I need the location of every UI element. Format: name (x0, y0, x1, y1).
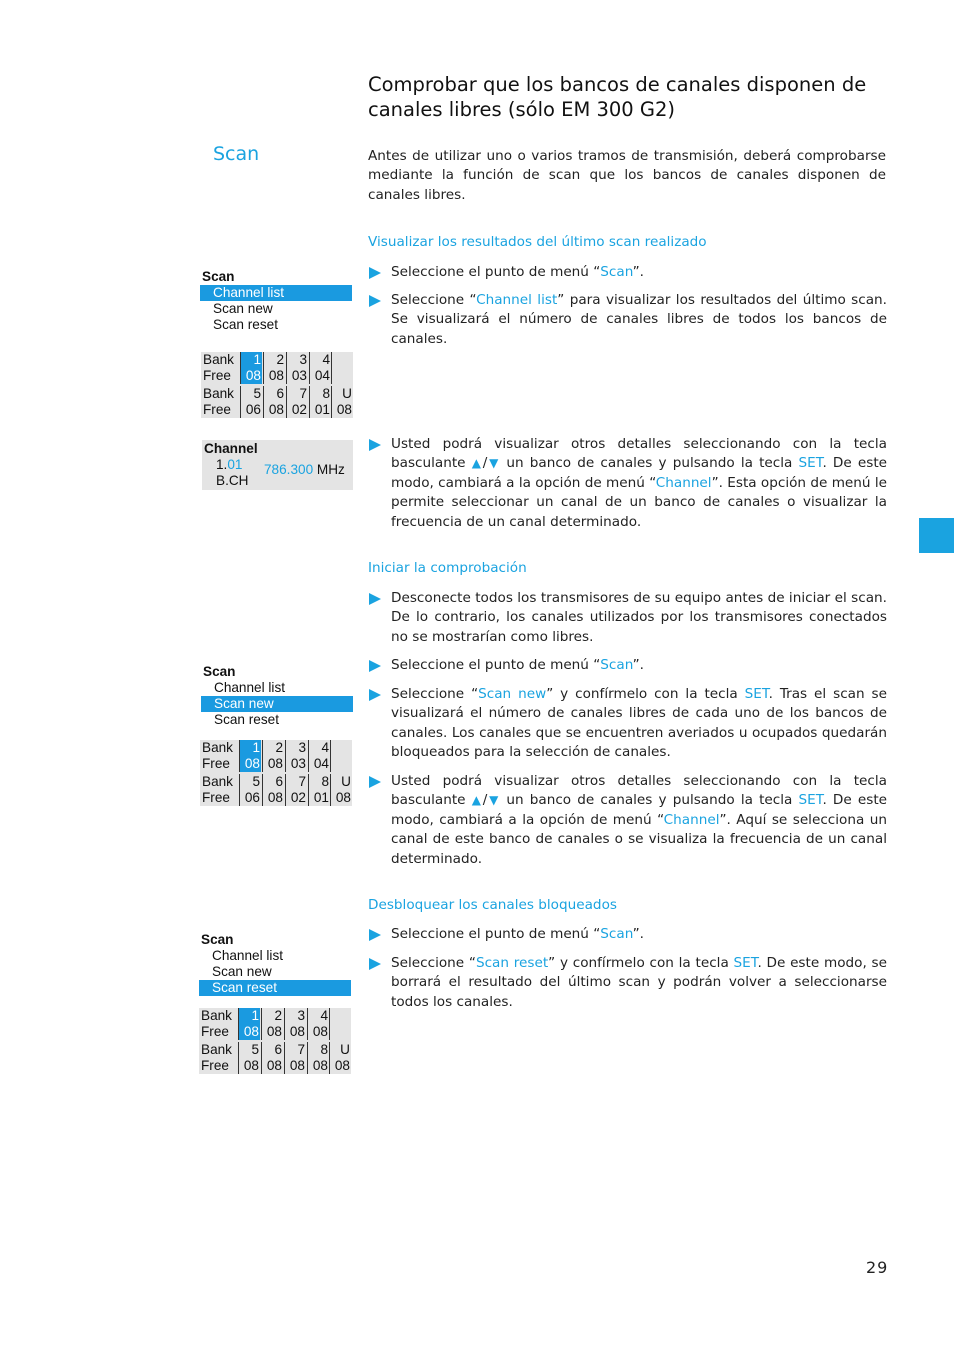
grid-divider (284, 1008, 285, 1040)
keyword-scan-reset: Scan reset (475, 955, 549, 971)
side-title: Scan (213, 143, 260, 165)
keyword-set: SET (744, 686, 769, 702)
grid-divider (329, 1042, 330, 1074)
bank-number: 2 (276, 352, 284, 367)
free-count: 06 (245, 402, 261, 417)
intro-paragraph: Antes de utilizar uno o varios tramos de transmisión, deberá comprobarse mediante la función de scan que los bancos de canales disponen de canales libres. (368, 148, 886, 203)
free-count: 08 (268, 402, 284, 417)
bank-grid-3 (199, 1008, 351, 1074)
menu-item-channel-list: Channel list (200, 285, 352, 301)
bank-number: 5 (251, 1042, 259, 1057)
section3-heading: Desbloquear los canales bloqueados (368, 897, 617, 913)
bullet-arrow-icon (369, 660, 381, 672)
menu-item-channel-list: Channel list (214, 680, 286, 695)
free-count: 08 (289, 1058, 305, 1073)
channel-frequency: 786.300 MHz (264, 462, 345, 477)
bank-number: 6 (276, 386, 284, 401)
free-count: 08 (267, 756, 283, 771)
keyword-set: SET (798, 455, 823, 472)
grid-divider (331, 386, 332, 418)
bank-number: U (340, 1042, 350, 1057)
bank-number: 4 (320, 1008, 328, 1023)
grid-divider (286, 352, 287, 384)
free-count: 08 (267, 790, 283, 805)
lcd-scan-menu-2 (201, 664, 353, 728)
menu-item-scan-reset: Scan reset (199, 980, 351, 996)
keyword-channel: Channel (663, 811, 720, 828)
free-count: 08 (240, 756, 261, 772)
free-count: 03 (290, 756, 306, 771)
section2-bullet-4: Usted podrá visualizar otros detalles seleccionando con la tecla basculante ▲/▼ un banco de canales y pulsando la tecla SET. De este modo, cambiará a la opción de menú “Channel”. Aquí se selecciona un canal de este banco de canales o se visualiza la frecuencia de un canal determinado. (369, 772, 887, 869)
free-count: 08 (336, 402, 352, 417)
free-count: 08 (241, 368, 262, 384)
bank-number: 5 (252, 774, 260, 789)
bank-number: 5 (253, 386, 261, 401)
grid-divider (263, 352, 264, 384)
section2-bullet-2: Seleccione el punto de menú “Scan”. (369, 656, 887, 675)
bank-number: 8 (321, 774, 329, 789)
grid-divider (308, 740, 309, 772)
grid-divider (329, 1008, 330, 1040)
free-count: 06 (244, 790, 260, 805)
channel-number: 1.01 (216, 457, 243, 472)
free-count: 08 (334, 1058, 350, 1073)
menu-item-scan-new: Scan new (212, 964, 272, 979)
bullet-arrow-icon (369, 929, 381, 941)
keyword-scan-new: Scan new (478, 686, 547, 702)
free-count: 03 (291, 368, 307, 383)
grid-divider (239, 774, 240, 806)
grid-divider (307, 1042, 308, 1074)
keyword-scan: Scan (600, 926, 633, 942)
section2-bullet-3: Seleccione “Scan new” y confírmelo con la tecla SET. Tras el scan se visualizará el número de canales libres de cada uno de los bancos de canales. Los canales que se encuentren averiados u ocupados quedarán bloqueados para la selección de canales. (369, 685, 887, 763)
bank-number (331, 740, 352, 756)
bank-number: 7 (299, 386, 307, 401)
menu-item-scan-new: Scan new (201, 696, 353, 712)
keyword-scan: Scan (600, 657, 633, 673)
bank-number: 3 (299, 352, 307, 367)
section2-bullet-1: Desconecte todos los transmisores de su equipo antes de iniciar el scan. De lo contrario, los canales utilizados por los transmisores conectados no se mostrarían como libres. (369, 589, 887, 647)
grid-divider (309, 352, 310, 384)
free-count (332, 368, 353, 384)
free-count: 08 (243, 1058, 259, 1073)
bank-label: Bank (203, 386, 234, 401)
free-count: 04 (314, 368, 330, 383)
bank-number: 7 (297, 1042, 305, 1057)
bank-number: 6 (274, 1042, 282, 1057)
section1-bullet-3: Usted podrá visualizar otros detalles seleccionando con la tecla basculante ▲/▼ un banco de canales y pulsando la tecla SET. De este modo, cambiará a la opción de menú “Channel”. Esta opción de menú le permite seleccionar un canal de un banco de canales o visualizar la frecuencia de un canal determinado. (369, 435, 887, 532)
grid-divider (262, 740, 263, 772)
grid-divider (285, 740, 286, 772)
free-count: 08 (266, 1024, 282, 1039)
bank-label: Bank (201, 1008, 232, 1023)
grid-divider (240, 352, 241, 384)
bank-number (330, 1008, 351, 1024)
bank-label: Bank (201, 1042, 232, 1057)
grid-divider (285, 774, 286, 806)
free-label: Free (201, 1024, 229, 1039)
grid-divider (308, 774, 309, 806)
down-triangle-icon: ▼ (487, 793, 501, 808)
bank-number: 1 (241, 352, 262, 368)
free-count: 08 (335, 790, 351, 805)
grid-divider (240, 386, 241, 418)
section2-heading: Iniciar la comprobación (368, 560, 527, 576)
free-label: Free (202, 790, 230, 805)
menu-header: Scan (203, 664, 236, 679)
bank-channel-label: B.CH (216, 473, 249, 488)
lcd-channel-display (202, 440, 353, 490)
bank-number: 2 (274, 1008, 282, 1023)
bank-label: Bank (202, 774, 233, 789)
grid-divider (330, 740, 331, 772)
free-label: Free (203, 402, 231, 417)
grid-divider (284, 1042, 285, 1074)
bank-number: 3 (297, 1008, 305, 1023)
menu-header: Scan (202, 269, 235, 284)
page-number: 29 (866, 1258, 889, 1277)
free-count: 04 (313, 756, 329, 771)
bullet-arrow-icon (369, 593, 381, 605)
keyword-channel: Channel (655, 474, 712, 491)
grid-divider (286, 386, 287, 418)
bank-number: 3 (298, 740, 306, 755)
bank-number: 8 (320, 1042, 328, 1057)
menu-item-scan-reset: Scan reset (213, 317, 278, 332)
free-count: 08 (266, 1058, 282, 1073)
keyword-scan: Scan (600, 264, 633, 280)
bank-grid-1 (201, 352, 353, 418)
free-label: Free (203, 368, 231, 383)
free-count: 02 (290, 790, 306, 805)
bank-number: 1 (239, 1008, 260, 1024)
bank-label: Bank (202, 740, 233, 755)
grid-divider (262, 774, 263, 806)
bank-grid-2 (200, 740, 352, 806)
page-title: Comprobar que los bancos de canales disponen de canales libres (sólo EM 300 G2) (368, 73, 867, 121)
section3-bullet-1: Seleccione el punto de menú “Scan”. (369, 925, 887, 944)
lcd-scan-menu-1 (200, 269, 352, 333)
down-triangle-icon: ▼ (487, 456, 501, 471)
section1-heading: Visualizar los resultados del último scan realizado (368, 234, 707, 250)
keyword-channel-list: Channel list (476, 292, 558, 308)
grid-divider (238, 1008, 239, 1040)
free-label: Free (201, 1058, 229, 1073)
up-triangle-icon: ▲ (471, 456, 483, 471)
bullet-arrow-icon (369, 267, 381, 279)
grid-divider (331, 352, 332, 384)
grid-divider (239, 740, 240, 772)
keyword-set: SET (733, 955, 758, 971)
section1-bullet-2: Seleccione “Channel list” para visualizar los resultados del último scan. Se visualizará el número de canales libres de todos los bancos de canales. (369, 291, 887, 349)
free-count (331, 756, 352, 772)
menu-item-scan-new: Scan new (213, 301, 273, 316)
grid-divider (238, 1042, 239, 1074)
bank-number: U (342, 386, 352, 401)
section3-bullet-2: Seleccione “Scan reset” y confírmelo con la tecla SET. De este modo, se borrará el resultado del último scan y podrán volver a seleccionarse todos los canales. (369, 954, 887, 1012)
bank-number (332, 352, 353, 368)
grid-divider (263, 386, 264, 418)
bullet-arrow-icon (369, 958, 381, 970)
keyword-set: SET (798, 792, 823, 809)
grid-divider (309, 386, 310, 418)
bank-label: Bank (203, 352, 234, 367)
menu-item-scan-reset: Scan reset (214, 712, 279, 727)
bullet-arrow-icon (369, 295, 381, 307)
bank-number: U (341, 774, 351, 789)
grid-divider (330, 774, 331, 806)
bullet-arrow-icon (369, 776, 381, 788)
free-label: Free (202, 756, 230, 771)
bullet-arrow-icon (369, 689, 381, 701)
channel-header: Channel (204, 441, 258, 456)
free-count: 08 (312, 1024, 328, 1039)
bank-number: 6 (275, 774, 283, 789)
bank-number: 8 (322, 386, 330, 401)
bank-number: 1 (240, 740, 261, 756)
lcd-scan-menu-3 (199, 932, 351, 996)
menu-item-channel-list: Channel list (212, 948, 284, 963)
grid-divider (261, 1008, 262, 1040)
free-count: 08 (239, 1024, 260, 1040)
free-count: 02 (291, 402, 307, 417)
up-triangle-icon: ▲ (471, 793, 483, 808)
grid-divider (307, 1008, 308, 1040)
free-count: 01 (314, 402, 330, 417)
bank-number: 4 (321, 740, 329, 755)
section1-bullet-1: Seleccione el punto de menú “Scan”. (369, 263, 887, 282)
bullet-arrow-icon (369, 439, 381, 451)
chapter-tab (919, 518, 954, 553)
free-count: 08 (268, 368, 284, 383)
bank-number: 7 (298, 774, 306, 789)
free-count: 01 (313, 790, 329, 805)
free-count (330, 1024, 351, 1040)
bank-number: 4 (322, 352, 330, 367)
menu-header: Scan (201, 932, 234, 947)
bank-number: 2 (275, 740, 283, 755)
free-count: 08 (312, 1058, 328, 1073)
grid-divider (261, 1042, 262, 1074)
free-count: 08 (289, 1024, 305, 1039)
